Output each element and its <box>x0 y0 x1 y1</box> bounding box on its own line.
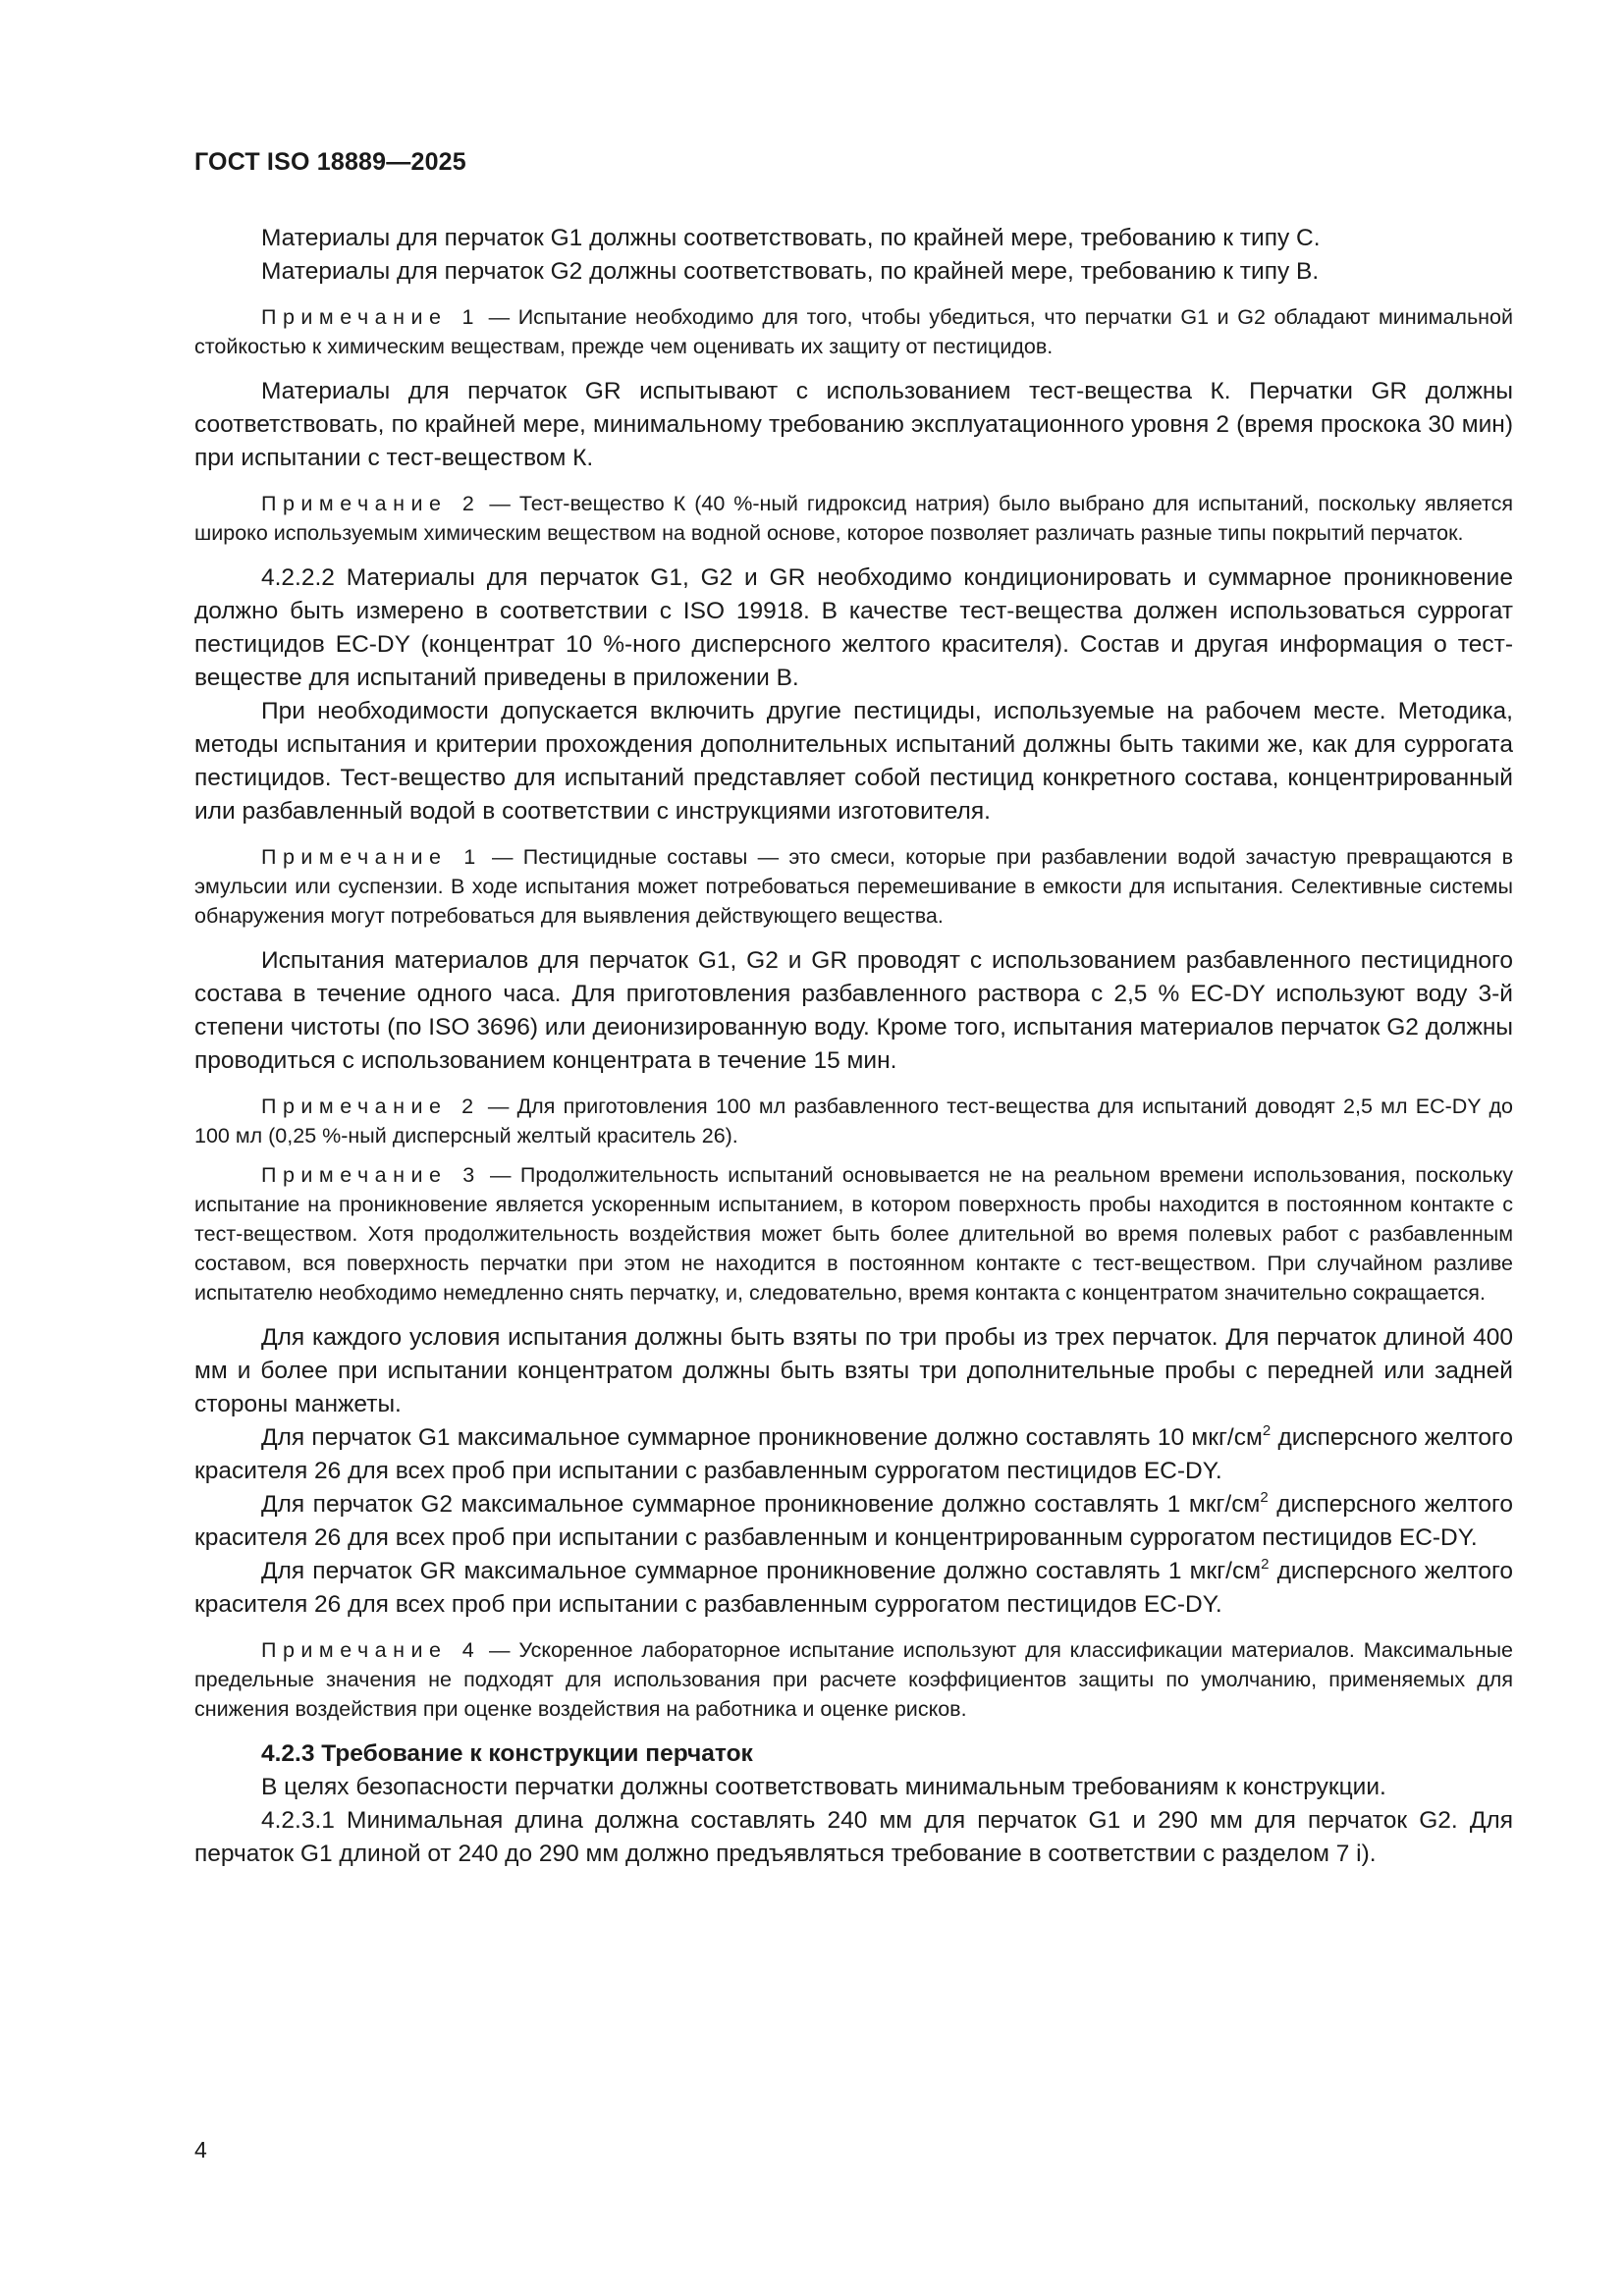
paragraph-4-2-2-2: 4.2.2.2 Материалы для перчаток G1, G2 и GR необходимо кондиционировать и суммарное проникновение должно быть измерено в соответствии с ISO 19918. В качестве тест-вещества должен использоваться суррогат пестицидов EC-DY (концентрат 10 %-ного дисперсного желтого красителя). Состав и другая информация о тест-веществе для испытаний приведены в приложении В. <box>194 564 1513 691</box>
section-heading: 4.2.3 Требование к конструкции перчаток <box>261 1740 753 1767</box>
note-label: Примечание 3 <box>261 1163 481 1187</box>
superscript: 2 <box>1262 1422 1272 1439</box>
superscript: 2 <box>1260 1489 1269 1506</box>
document-body <box>194 222 1513 1871</box>
note <box>194 302 1513 361</box>
note-label: Примечание 4 <box>261 1638 481 1662</box>
note-label: Примечание 2 <box>261 492 481 515</box>
page-number: 4 <box>194 2137 207 2163</box>
superscript: 2 <box>1261 1556 1270 1573</box>
note <box>194 489 1513 548</box>
note-text: — Для приготовления 100 мл разбавленного тест-вещества для испытаний доводят 2,5 мл EC-DY до 100 мл (0,25 %-ный дисперсный желтый краситель 26). <box>194 1095 1513 1148</box>
note-label: Примечание 2 <box>261 1095 480 1118</box>
paragraph-4-2-3-1: 4.2.3.1 Минимальная длина должна составлять 240 мм для перчаток G1 и 290 мм для перчаток G2. Для перчаток G1 длиной от 240 до 290 мм должно предъявляться требование в соответствии с разделом 7 i). <box>194 1807 1513 1867</box>
note-label: Примечание 1 <box>261 845 482 869</box>
note <box>194 1092 1513 1150</box>
note <box>194 842 1513 931</box>
paragraph-construction: В целях безопасности перчатки должны соответствовать минимальным требованиям к конструкции. <box>261 1774 1386 1800</box>
note-text: — Испытание необходимо для того, чтобы убедиться, что перчатки G1 и G2 обладают минимальной стойкостью к химическим веществам, прежде чем оценивать их защиту от пестицидов. <box>194 305 1513 358</box>
paragraph-g1-requirement: Материалы для перчаток G1 должны соответствовать, по крайней мере, требованию к типу С. <box>261 225 1321 251</box>
paragraph-g1-permeation: Для перчаток G1 максимальное суммарное проникновение должно составлять 10 мкг/$см^2$ дисперсного желтого красителя 26 для всех проб при испытании с разбавленным суррогатом пестицидов EC-DY. <box>194 1422 1513 1484</box>
note-text: — Тест-вещество К (40 %-ный гидроксид натрия) было выбрано для испытаний, поскольку является широко используемым химическим веществом на водной основе, которое позволяет различать разные типы покрытий перчаток. <box>194 492 1513 545</box>
note <box>194 1160 1513 1308</box>
note-text: — Пестицидные составы — это смеси, которые при разбавлении водой зачастую превращаются в эмульсии или суспензии. В ходе испытания может потребоваться перемешивание в емкости для испытания. Селективные системы обнаружения могут потребоваться для выявления действующего вещества. <box>194 845 1514 928</box>
paragraph-gr-testing: Материалы для перчаток GR испытывают с использованием тест-вещества К. Перчатки GR должны соответствовать, по крайней мере, минимальному требованию эксплуатационного уровня 2 (время проскока 30 мин) при испытании с тест-веществом К. <box>194 378 1513 471</box>
paragraph-g2-requirement: Материалы для перчаток G2 должны соответствовать, по крайней мере, требованию к типу В. <box>261 258 1320 285</box>
paragraph-samples: Для каждого условия испытания должны быть взяты по три пробы из трех перчаток. Для перчаток длиной 400 мм и более при испытании концентратом должны быть взяты три дополнительные пробы с передней или задней стороны манжеты. <box>194 1324 1513 1417</box>
note-label: Примечание 1 <box>261 305 481 329</box>
note-text: — Продолжительность испытаний основывается не на реальном времени использования, поскольку испытание на проникновение является ускоренным испытанием, в котором поверхность пробы находится в постоянном контакте с тест-веществом. Хотя продолжительность воздействия может быть более длительной во время полевых работ с разбавленным составом, вся поверхность перчатки при этом не находится в постоянном контакте с тест-веществом. При случайном разливе испытателю необходимо немедленно снять перчатку, и, следовательно, время контакта с концентратом значительно сокращается. <box>194 1163 1514 1305</box>
note <box>194 1635 1513 1724</box>
paragraph-other-pesticides: При необходимости допускается включить другие пестициды, используемые на рабочем месте. Методика, методы испытания и критерии прохождения дополнительных испытаний должны быть такими же, как для суррогата пестицидов. Тест-вещество для испытаний представляет собой пестицид конкретного состава, концентрированный или разбавленный водой в соответствии с инструкциями изготовителя. <box>194 698 1513 825</box>
paragraph-test-conditions: Испытания материалов для перчаток G1, G2 и GR проводят с использованием разбавленного пестицидного состава в течение одного часа. Для приготовления разбавленного раствора с 2,5 % EC-DY используют воду 3-й степени чистоты (по ISO 3696) или деионизированную воду. Кроме того, испытания материалов перчаток G2 должны проводиться с использованием концентрата в течение 15 мин. <box>194 947 1513 1074</box>
paragraph-gr-permeation: Для перчаток GR максимальное суммарное проникновение должно составлять 1 мкг/$см^2$ дисперсного желтого красителя 26 для всех проб при испытании с разбавленным суррогатом пестицидов EC-DY. <box>194 1556 1513 1618</box>
paragraph-g2-permeation: Для перчаток G2 максимальное суммарное проникновение должно составлять 1 мкг/$см^2$ дисперсного желтого красителя 26 для всех проб при испытании с разбавленным и концентрированным суррогатом пестицидов EC-DY. <box>194 1489 1513 1551</box>
note-text: — Ускоренное лабораторное испытание используют для классификации материалов. Максимальные предельные значения не подходят для использования при расчете коэффициентов защиты по умолчанию, применяемых для снижения воздействия при оценке воздействия на работника и оценке рисков. <box>194 1638 1514 1721</box>
document-header: ГОСТ ISO 18889—2025 <box>194 148 466 176</box>
